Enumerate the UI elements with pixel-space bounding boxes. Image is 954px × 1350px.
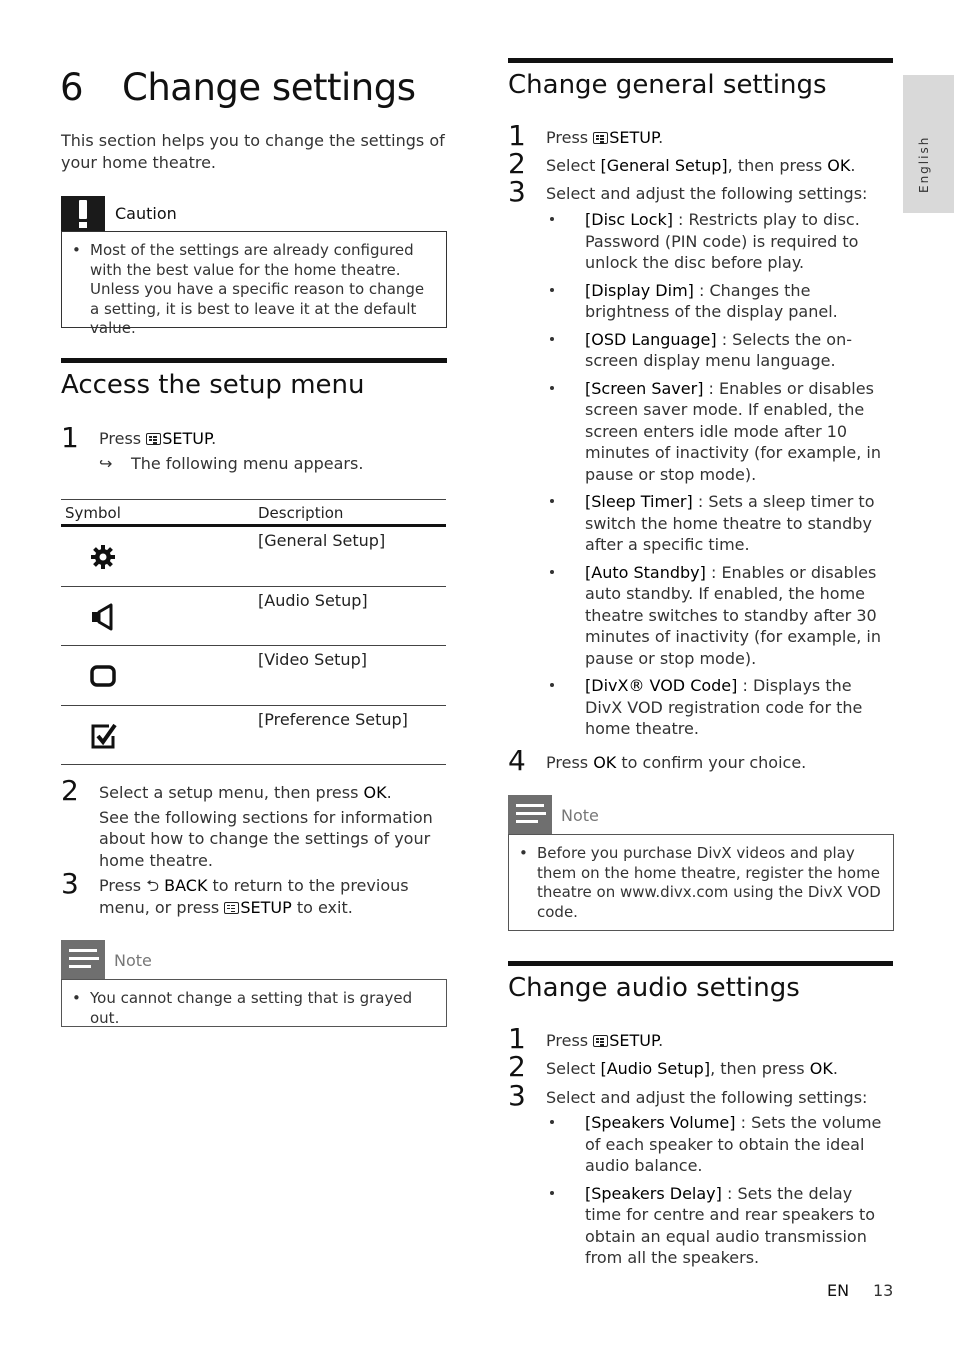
setup-key-label: SETUP xyxy=(609,128,659,147)
ok-key-label: OK xyxy=(363,783,387,802)
step-text: Select and adjust the following settings: xyxy=(546,1088,868,1107)
list-item: [Disc Lock] : Restricts play to disc. Password (PIN code) is required to unlock the disc before play. xyxy=(546,209,893,274)
section-title-general: Change general settings xyxy=(508,70,827,100)
note-item: • You cannot change a setting that is grayed out. xyxy=(72,989,413,1027)
note-label: Note xyxy=(114,951,152,970)
note-item: • Before you purchase DivX videos and play them on the home theatre, register the home theatre on www.divx.com using the DivX VOD code. xyxy=(519,844,881,921)
section-rule xyxy=(508,58,893,63)
list-item: [OSD Language] : Selects the on-screen display menu language. xyxy=(546,329,893,372)
setup-key-label: SETUP xyxy=(609,1031,659,1050)
ok-key-label: OK xyxy=(593,753,617,772)
list-item: [Speakers Volume] : Sets the volume of each speaker to obtain the ideal audio balance. xyxy=(546,1112,893,1177)
setup-key-icon xyxy=(593,1035,608,1047)
list-item: [Auto Standby] : Enables or disables auto standby. If enabled, the home theatre switches to standby after 30 minutes of inactivity (for example, in pause or stop mode). xyxy=(546,562,893,670)
setup-key-icon xyxy=(224,902,239,914)
step-number: 3 xyxy=(508,175,526,208)
section-title-access-setup: Access the setup menu xyxy=(61,370,365,400)
step-number: 1 xyxy=(508,1022,526,1055)
page-number: 13 xyxy=(873,1281,894,1300)
chapter-heading xyxy=(60,66,415,109)
caution-box xyxy=(61,231,447,337)
table-row xyxy=(61,527,446,587)
column-header-description: Description xyxy=(258,504,344,522)
list-item: [Display Dim] : Changes the brightness of the display panel. xyxy=(546,280,893,323)
chapter-number: 6 xyxy=(60,66,84,109)
back-arrow-icon: ⮌ xyxy=(146,876,160,895)
setup-key-icon xyxy=(146,433,161,445)
back-key-label: BACK xyxy=(164,876,208,895)
section-rule xyxy=(508,961,893,966)
note-lines-icon xyxy=(61,940,105,979)
audio-step-2: 2 Select [Audio Setup], then press OK. xyxy=(508,1050,838,1083)
caution-item: • Most of the settings are already configured with the best value for the home theatre. Unless you have a specific reason to change a setting, it is best to leave it at the default value. xyxy=(72,241,425,337)
step-text: Select and adjust the following settings: xyxy=(546,184,868,203)
language-tab-label: English xyxy=(917,135,931,193)
list-item: [DivX® VOD Code] : Displays the DivX VOD registration code for the home theatre. xyxy=(546,675,893,740)
caution-header xyxy=(61,196,447,231)
checkmark-box-icon xyxy=(89,722,117,750)
step-number: 2 xyxy=(61,774,79,807)
step-number: 2 xyxy=(508,1050,526,1083)
setup-key-label: SETUP xyxy=(162,429,212,448)
table-header xyxy=(61,499,446,527)
table-row xyxy=(61,706,446,766)
list-item: [Sleep Timer] : Sets a sleep timer to switch the home theatre to standby after a specific time. xyxy=(546,491,893,556)
note-access-setup xyxy=(61,940,447,1027)
gear-icon xyxy=(89,543,117,571)
audio-settings-list xyxy=(546,1112,893,1275)
step-number: 1 xyxy=(61,421,79,454)
intro-text: This section helps you to change the settings of your home theatre. xyxy=(61,131,445,172)
table-cell-description: [General Setup] xyxy=(258,531,386,550)
access-step-3: 3 Press ⮌ BACK to return to the previous menu, or press SETUP to exit. xyxy=(61,867,409,917)
access-step-1: 1 Press SETUP. ↪ The following menu appears. xyxy=(61,421,364,473)
general-settings-list xyxy=(546,209,893,746)
step-result: The following menu appears. xyxy=(131,453,364,473)
table-row xyxy=(61,646,446,706)
list-item: [Speakers Delay] : Sets the delay time for centre and rear speakers to obtain an equal audio transmission from all the speakers. xyxy=(546,1183,893,1269)
table-cell-description: [Preference Setup] xyxy=(258,709,408,729)
note-lines-icon xyxy=(508,795,552,834)
step-number: 3 xyxy=(508,1079,526,1112)
setup-key-icon xyxy=(593,132,608,144)
general-step-1: 1 Press SETUP. xyxy=(508,119,664,152)
caution-label: Caution xyxy=(115,204,177,223)
list-item: [Screen Saver] : Enables or disables screen saver mode. If enabled, the screen enters idle mode after 10 minutes of inactivity (for example, in pause or stop mode). xyxy=(546,378,893,486)
audio-step-3 xyxy=(508,1079,893,1112)
note-label: Note xyxy=(561,806,599,825)
step-description: See the following sections for information about how to change the settings of your home theatre. xyxy=(99,807,433,870)
note-box xyxy=(61,979,447,1027)
footer-language: EN xyxy=(827,1281,850,1300)
setup-key-label: SETUP xyxy=(240,897,292,917)
section-rule xyxy=(61,358,447,363)
note-header xyxy=(508,795,894,834)
table-cell-description: [Video Setup] xyxy=(258,650,367,669)
chapter-title: Change settings xyxy=(122,66,416,109)
note-box xyxy=(508,834,894,931)
ok-key-label: OK xyxy=(827,156,851,175)
screen-icon xyxy=(89,662,117,690)
general-step-4: 4 Press OK to confirm your choice. xyxy=(508,744,807,777)
column-header-symbol: Symbol xyxy=(65,504,121,522)
result-arrow-icon: ↪ xyxy=(99,453,113,473)
step-number: 2 xyxy=(508,147,526,180)
general-step-2: 2 Select [General Setup], then press OK. xyxy=(508,147,856,180)
step-number: 3 xyxy=(61,867,79,900)
table-cell-description: [Audio Setup] xyxy=(258,590,368,610)
audio-step-1: 1 Press SETUP. xyxy=(508,1022,664,1055)
exclamation-icon xyxy=(61,196,105,231)
step-number: 1 xyxy=(508,119,526,152)
general-step-3 xyxy=(508,175,893,208)
setup-menu-table xyxy=(61,499,446,765)
section-title-audio: Change audio settings xyxy=(508,973,800,1003)
note-general xyxy=(508,795,894,931)
speaker-icon xyxy=(89,603,117,631)
language-tab xyxy=(903,75,954,213)
table-row xyxy=(61,587,446,647)
ok-key-label: OK xyxy=(809,1059,833,1078)
note-header xyxy=(61,940,447,979)
step-number: 4 xyxy=(508,744,526,777)
access-step-2: 2 Select a setup menu, then press OK. See the following sections for information about how to change the settings of your home theatre. xyxy=(61,779,446,871)
